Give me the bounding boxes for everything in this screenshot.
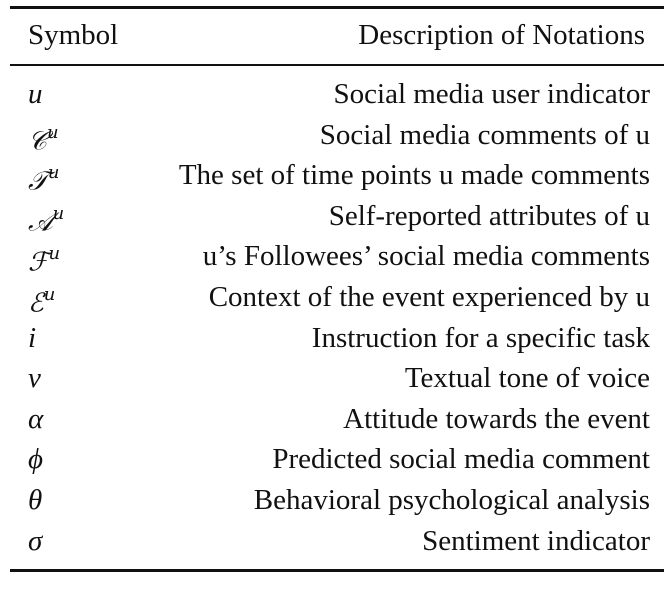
- description-cell: Attitude towards the event: [343, 402, 650, 435]
- symbol-cell: ν: [28, 362, 41, 395]
- symbol-cell: α: [28, 402, 44, 435]
- table-body: [10, 74, 664, 561]
- description-cell: The set of time points u made comments: [178, 159, 650, 192]
- symbol-cell: u: [28, 78, 43, 110]
- symbol-cell: 𝒜$^u$: [28, 202, 65, 238]
- header-description: Description of Notations: [358, 19, 645, 51]
- symbol-cell: 𝒯$^u$: [28, 162, 60, 197]
- symbol-cell: ℰ$^u$: [28, 283, 56, 319]
- description-cell: Textual tone of voice: [404, 362, 650, 395]
- description-cell: Context of the event experienced by u: [208, 280, 650, 313]
- description-cell: Predicted social media comment: [272, 443, 650, 476]
- bottom-rule: [10, 569, 664, 572]
- symbol-cell: 𝒞$^u$: [28, 121, 59, 157]
- description-cell: Self-reported attributes of u: [328, 199, 650, 232]
- top-rule: [10, 6, 664, 9]
- table-row: [10, 115, 664, 156]
- table-row: [10, 318, 664, 359]
- table-row: [10, 74, 664, 115]
- description-cell: Behavioral psychological analysis: [253, 483, 650, 516]
- description-cell: u’s Followees’ social media comments: [202, 240, 650, 273]
- mid-rule: [10, 64, 664, 66]
- table-row: [10, 155, 664, 196]
- header-symbol: Symbol: [28, 19, 119, 51]
- description-cell: Instruction for a specific task: [311, 321, 650, 354]
- table-row: [10, 358, 664, 399]
- description-cell: Social media comments of u: [319, 118, 650, 151]
- symbol-cell: σ: [28, 524, 43, 557]
- table-row: [10, 521, 664, 562]
- symbol-cell: θ: [28, 483, 43, 516]
- table-row: [10, 399, 664, 440]
- table-row: [10, 439, 664, 480]
- description-cell: Social media user indicator: [333, 78, 650, 110]
- table-row: [10, 480, 664, 521]
- table-row: [10, 196, 664, 237]
- symbol-cell: i: [28, 321, 37, 354]
- symbol-cell: ϕ: [28, 443, 44, 476]
- symbol-cell: ℱ$^u$: [28, 243, 61, 279]
- table-row: [10, 277, 664, 318]
- table-row: [10, 236, 664, 277]
- description-cell: Sentiment indicator: [422, 524, 650, 557]
